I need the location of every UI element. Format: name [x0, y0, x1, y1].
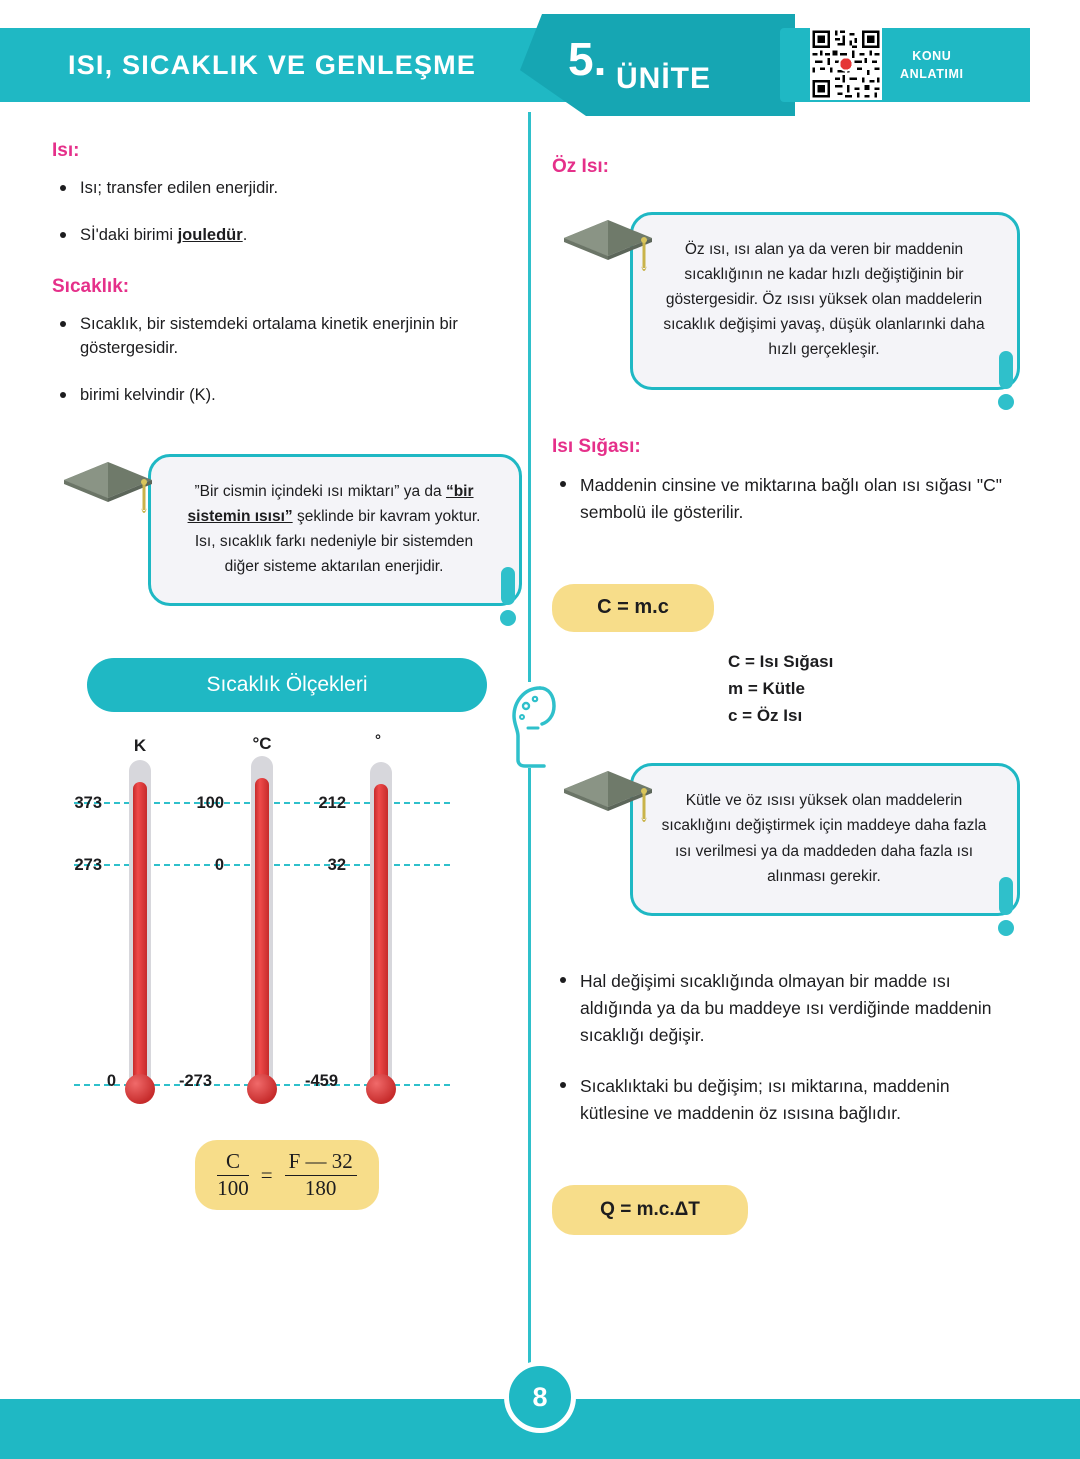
- callout-heat-capacity-text: Kütle ve öz ısısı yüksek olan maddelerin sıcaklığını değiştirmek için maddeye daha fazla ısı verilmesi ya da maddeden daha fazla ısı alınması gerekir.: [661, 792, 987, 885]
- fraction-left-numerator: C: [217, 1150, 249, 1176]
- heading-specific-heat: Öz Isı:: [552, 156, 610, 177]
- heading-heat: Isı:: [52, 140, 80, 161]
- fraction-right: [285, 1150, 357, 1200]
- fraction-right-denominator: 180: [304, 1175, 337, 1200]
- heading-heat-capacity: Isı Sığası:: [552, 435, 641, 457]
- equals-sign: =: [260, 1162, 273, 1187]
- heading-temperature: Sıcaklık:: [52, 275, 130, 297]
- callout-heat-definition: [52, 454, 522, 606]
- mercury-celsius: [255, 778, 269, 1084]
- list-item: [52, 312, 522, 362]
- callout-bubble: [630, 212, 1020, 390]
- heat-bullet-list: [52, 176, 522, 248]
- callout-specific-heat-text: Öz ısı, ısı alan ya da veren bir maddenin sıcaklığının ne kadar hızlı değiştiğinin bir göstergesidir. Öz ısısı yüksek olan maddelerin sıcaklık değişimi yavaş, düşük olanlarınki daha hızlı gerçekleşir.: [663, 241, 985, 359]
- celsius-fahrenheit-formula: [195, 1140, 379, 1210]
- callout-specific-heat: [552, 212, 1020, 390]
- right-column: [552, 156, 1020, 1235]
- temperature-scales-diagram: [52, 732, 522, 1108]
- callout-text-1: ”Bir cismin içindeki ısı miktarı” ya da: [194, 482, 446, 500]
- callout-bubble: [630, 763, 1020, 915]
- temp-item-2: birimi kelvindir (K).: [80, 386, 216, 404]
- heat-capacity-bullet: Maddenin cinsine ve miktarına bağlı olan ısı sığası "C" sembolü ile gösterilir.: [580, 474, 1002, 522]
- value-kelvin-boiling: 373: [74, 794, 102, 813]
- graduation-cap-icon: [556, 763, 660, 833]
- thermometer-bulb-fahrenheit: [366, 1074, 396, 1104]
- heat-capacity-formula: C = m.c: [552, 584, 714, 632]
- exclamation-icon: [993, 875, 1019, 939]
- value-fahrenheit-boiling: 212: [318, 794, 346, 813]
- fraction-right-numerator: F — 32: [285, 1150, 357, 1176]
- page-title: ISI, SICAKLIK VE GENLEŞME: [68, 50, 477, 80]
- left-column: [52, 140, 522, 1210]
- list-item: [52, 176, 522, 201]
- thermometer-tube-kelvin: [129, 760, 151, 1084]
- graduation-cap-icon: [556, 212, 660, 282]
- callout-text-2: şeklinde bir kavram yoktur. Isı, sıcaklık farkı nedeniyle bir sistemden diğer sisteme aktarılan enerjidir.: [194, 507, 481, 576]
- scale-label-fahrenheit: °: [375, 732, 381, 750]
- scales-title-pill: Sıcaklık Ölçekleri: [87, 658, 487, 712]
- qr-code[interactable]: [810, 28, 882, 100]
- list-item: [552, 1073, 1020, 1127]
- mercury-fahrenheit: [374, 784, 388, 1084]
- list-item: [552, 968, 1020, 1049]
- heat-item-1: Isı; transfer edilen enerjidir.: [80, 179, 279, 197]
- value-fahrenheit-zero: -459: [304, 1072, 338, 1091]
- page-header: [0, 14, 1030, 102]
- legend-line-1: C = Isı Sığası: [728, 651, 834, 671]
- value-kelvin-freezing: 273: [74, 856, 102, 875]
- exclamation-icon: [993, 349, 1019, 413]
- closing-bullet-list: [552, 968, 1020, 1128]
- heat-item-2-bold: jouledür: [177, 225, 243, 244]
- value-fahrenheit-freezing: 32: [327, 856, 346, 875]
- scale-label-kelvin: K: [133, 736, 147, 756]
- mercury-kelvin: [133, 782, 147, 1084]
- temperature-bullet-list: [52, 312, 522, 408]
- thermometer-tube-celsius: [251, 756, 273, 1084]
- exclamation-icon: [495, 565, 521, 629]
- closing-bullet-2: Sıcaklıktaki bu değişim; ısı miktarına, maddenin kütlesine ve maddenin öz ısısına bağlıdır.: [580, 1076, 950, 1124]
- callout-bubble: [148, 454, 522, 606]
- unit-label: ÜNİTE: [616, 62, 711, 95]
- closing-bullet-1: Hal değişimi sıcaklığında olmayan bir madde ısı aldığında ya da bu maddeye ısı verdiğinde maddenin sıcaklığı değişir.: [580, 970, 992, 1046]
- list-item: [52, 383, 522, 408]
- graduation-cap-icon: [56, 454, 160, 524]
- value-kelvin-zero: 0: [106, 1072, 116, 1091]
- legend-line-3: c = Öz Isı: [728, 706, 803, 726]
- scale-label-celsius: °C: [252, 734, 272, 754]
- page-number-badge: 8: [504, 1361, 576, 1433]
- heat-item-2-prefix: Sİ'daki birimi: [80, 225, 178, 244]
- list-item: [52, 223, 522, 248]
- heat-capacity-bullet-list: [552, 472, 1020, 526]
- qr-block: [780, 28, 1030, 102]
- fraction-left: [217, 1150, 249, 1200]
- heat-item-2-suffix: .: [242, 225, 248, 244]
- heat-capacity-legend: [728, 648, 1020, 730]
- temp-item-1: Sıcaklık, bir sistemdeki ortalama kinetik enerjinin bir göstergesidir.: [80, 314, 458, 358]
- value-celsius-freezing: 0: [214, 856, 224, 875]
- qr-label: KONU ANLATIMI: [900, 48, 964, 81]
- unit-number: 5.: [568, 33, 607, 85]
- heat-energy-formula: Q = m.c.ΔT: [552, 1185, 748, 1235]
- thermometer-bulb-celsius: [247, 1074, 277, 1104]
- value-celsius-zero: -273: [178, 1072, 212, 1091]
- value-celsius-boiling: 100: [196, 794, 224, 813]
- callout-heat-capacity: [552, 763, 1020, 915]
- list-item: [552, 472, 1020, 526]
- fraction-left-denominator: 100: [217, 1175, 249, 1200]
- callout-bold: “bir sistemin ısısı”: [187, 482, 474, 525]
- thermometer-tube-fahrenheit: [370, 762, 392, 1084]
- legend-line-2: m = Kütle: [728, 678, 805, 698]
